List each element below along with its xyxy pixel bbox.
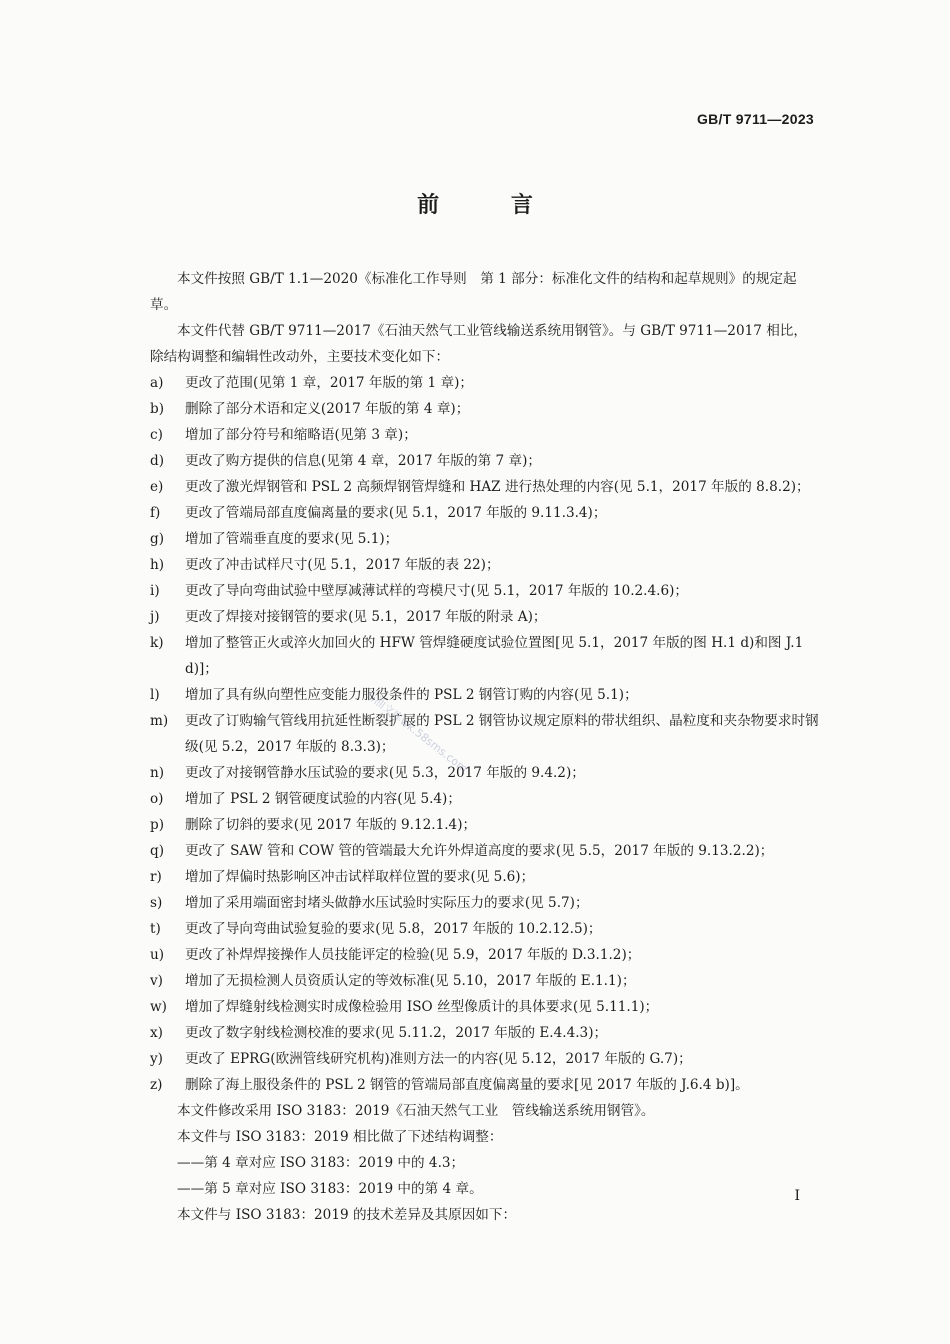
list-item xyxy=(150,838,820,864)
page-number: I xyxy=(794,1188,800,1204)
list-item-text: 更改了购方提供的信息(见第 4 章，2017 年版的第 7 章)； xyxy=(185,453,541,469)
list-item xyxy=(150,526,820,552)
list-item-label: b) xyxy=(150,401,165,417)
list-item xyxy=(150,942,820,968)
list-item-label: l) xyxy=(150,687,160,703)
list-item-text: 删除了切斜的要求(见 2017 年版的 9.12.1.4)； xyxy=(185,817,477,833)
list-item-label: p) xyxy=(150,817,165,833)
list-item-text: 删除了海上服役条件的 PSL 2 钢管的管端局部直度偏离量的要求[见 2017 年版的 J.6.4 b)]。 xyxy=(185,1077,749,1093)
list-item-label: v) xyxy=(150,973,163,989)
list-item-text: 增加了焊缝射线检测实时成像检验用 ISO 丝型像质计的具体要求(见 5.11.1)； xyxy=(185,999,659,1015)
list-item-label: x) xyxy=(150,1025,163,1041)
list-item xyxy=(150,968,820,994)
list-item-text: 更改了数字射线检测校准的要求(见 5.11.2，2017 年版的 E.4.4.3)； xyxy=(185,1025,608,1041)
list-item-text: 更改了范围(见第 1 章，2017 年版的第 1 章)； xyxy=(185,375,474,391)
changes-list xyxy=(150,370,820,1098)
list-item xyxy=(150,760,820,786)
list-item xyxy=(150,890,820,916)
list-item-text: 增加了整管正火或淬火加回火的 HFW 管焊缝硬度试验位置图[见 5.1，2017 年版的图 H.1 d)和图 J.1 d)]； xyxy=(185,635,804,677)
list-item-text: 增加了无损检测人员资质认定的等效标准(见 5.10，2017 年版的 E.1.1)； xyxy=(185,973,636,989)
list-item-label: t) xyxy=(150,921,161,937)
list-item xyxy=(150,578,820,604)
list-item-text: 增加了具有纵向塑性应变能力服役条件的 PSL 2 钢管订购的内容(见 5.1)； xyxy=(185,687,638,703)
list-item xyxy=(150,604,820,630)
list-item-label: q) xyxy=(150,843,165,859)
list-item xyxy=(150,630,820,682)
list-item-text: 更改了导向弯曲试验中壁厚减薄试样的弯模尺寸(见 5.1，2017 年版的 10.2.4.6)； xyxy=(185,583,689,599)
list-item-text: 更改了冲击试样尺寸(见 5.1，2017 年版的表 22)； xyxy=(185,557,500,573)
list-item xyxy=(150,474,820,500)
paragraph-drafting-rules: 本文件按照 GB/T 1.1—2020《标准化工作导则 第 1 部分：标准化文件的结构和起草规则》的规定起草。 xyxy=(150,271,797,313)
list-item xyxy=(150,916,820,942)
list-item-label: f) xyxy=(150,505,161,521)
list-item-text: 增加了 PSL 2 钢管硬度试验的内容(见 5.4)； xyxy=(185,791,461,807)
list-item xyxy=(150,552,820,578)
list-item-text: 更改了补焊焊接操作人员技能评定的检验(见 5.9，2017 年版的 D.3.1.2)； xyxy=(185,947,641,963)
list-item-text: 更改了激光焊钢管和 PSL 2 高频焊钢管焊缝和 HAZ 进行热处理的内容(见 5.1，2017 年版的 8.8.2)； xyxy=(185,479,810,495)
list-item-text: 增加了采用端面密封堵头做静水压试验时实际压力的要求(见 5.7)； xyxy=(185,895,589,911)
list-item xyxy=(150,708,820,760)
document-body xyxy=(150,266,820,1228)
watermark-text: 石油文库wk.58sms.com xyxy=(362,687,471,776)
list-item xyxy=(150,994,820,1020)
list-item-label: k) xyxy=(150,635,164,651)
list-item-text: 更改了对接钢管静水压试验的要求(见 5.3，2017 年版的 9.4.2)； xyxy=(185,765,585,781)
list-item-label: j) xyxy=(150,609,160,625)
list-item xyxy=(150,422,820,448)
list-item-label: z) xyxy=(150,1077,163,1093)
list-item xyxy=(150,1020,820,1046)
list-item-label: r) xyxy=(150,869,162,885)
list-item-label: h) xyxy=(150,557,165,573)
list-item-label: n) xyxy=(150,765,165,781)
list-item-label: s) xyxy=(150,895,163,911)
list-item-label: u) xyxy=(150,947,165,963)
list-item-label: o) xyxy=(150,791,164,807)
list-item-label: m) xyxy=(150,713,169,729)
list-item-label: y) xyxy=(150,1051,163,1067)
list-item-text: 更改了管端局部直度偏离量的要求(见 5.1，2017 年版的 9.11.3.4)； xyxy=(185,505,607,521)
paragraph-structure-adjustments: 本文件与 ISO 3183：2019 相比做了下述结构调整： xyxy=(177,1129,503,1145)
paragraph-replacement: 本文件代替 GB/T 9711—2017《石油天然气工业管线输送系统用钢管》。与 GB/T 9711—2017 相比，除结构调整和编辑性改动外，主要技术变化如下： xyxy=(150,323,807,365)
list-item xyxy=(150,448,820,474)
list-item xyxy=(150,500,820,526)
list-item-label: g) xyxy=(150,531,165,547)
list-item-label: i) xyxy=(150,583,160,599)
list-item-label: d) xyxy=(150,453,165,469)
list-item-label: c) xyxy=(150,427,163,443)
list-item xyxy=(150,1072,820,1098)
dash-item-chapter-5: ——第 5 章对应 ISO 3183：2019 中的第 4 章。 xyxy=(177,1181,483,1197)
list-item-text: 删除了部分术语和定义(2017 年版的第 4 章)； xyxy=(185,401,470,417)
list-item-text: 增加了焊偏时热影响区冲击试样取样位置的要求(见 5.6)； xyxy=(185,869,535,885)
list-item xyxy=(150,812,820,838)
list-item-text: 更改了导向弯曲试验复验的要求(见 5.8，2017 年版的 10.2.12.5)； xyxy=(185,921,602,937)
list-item-text: 更改了订购输气管线用抗延性断裂扩展的 PSL 2 钢管协议规定原料的带状组织、晶粒度和夹杂物要求时钢级(见 5.2，2017 年版的 8.3.3)； xyxy=(185,713,819,755)
list-item xyxy=(150,1046,820,1072)
list-item-text: 更改了焊接对接钢管的要求(见 5.1，2017 年版的附录 A)； xyxy=(185,609,547,625)
dash-item-chapter-4: ——第 4 章对应 ISO 3183：2019 中的 4.3； xyxy=(177,1155,465,1171)
list-item-text: 更改了 EPRG(欧洲管线研究机构)准则方法一的内容(见 5.12，2017 年版的 G.7)； xyxy=(185,1051,692,1067)
paragraph-iso-adoption: 本文件修改采用 ISO 3183：2019《石油天然气工业 管线输送系统用钢管》。 xyxy=(177,1103,655,1119)
list-item-label: w) xyxy=(150,999,167,1015)
list-item-label: a) xyxy=(150,375,164,391)
list-item-label: e) xyxy=(150,479,164,495)
page-title: 前 言 xyxy=(417,193,565,218)
standard-number: GB/T 9711—2023 xyxy=(696,111,814,127)
list-item xyxy=(150,370,820,396)
paragraph-technical-differences: 本文件与 ISO 3183：2019 的技术差异及其原因如下： xyxy=(177,1207,517,1223)
list-item xyxy=(150,396,820,422)
list-item-text: 增加了部分符号和缩略语(见第 3 章)； xyxy=(185,427,417,443)
list-item xyxy=(150,682,820,708)
list-item-text: 增加了管端垂直度的要求(见 5.1)； xyxy=(185,531,399,547)
list-item-text: 更改了 SAW 管和 COW 管的管端最大允许外焊道高度的要求(见 5.5，2017 年版的 9.13.2.2)； xyxy=(185,843,774,859)
list-item xyxy=(150,864,820,890)
list-item xyxy=(150,786,820,812)
